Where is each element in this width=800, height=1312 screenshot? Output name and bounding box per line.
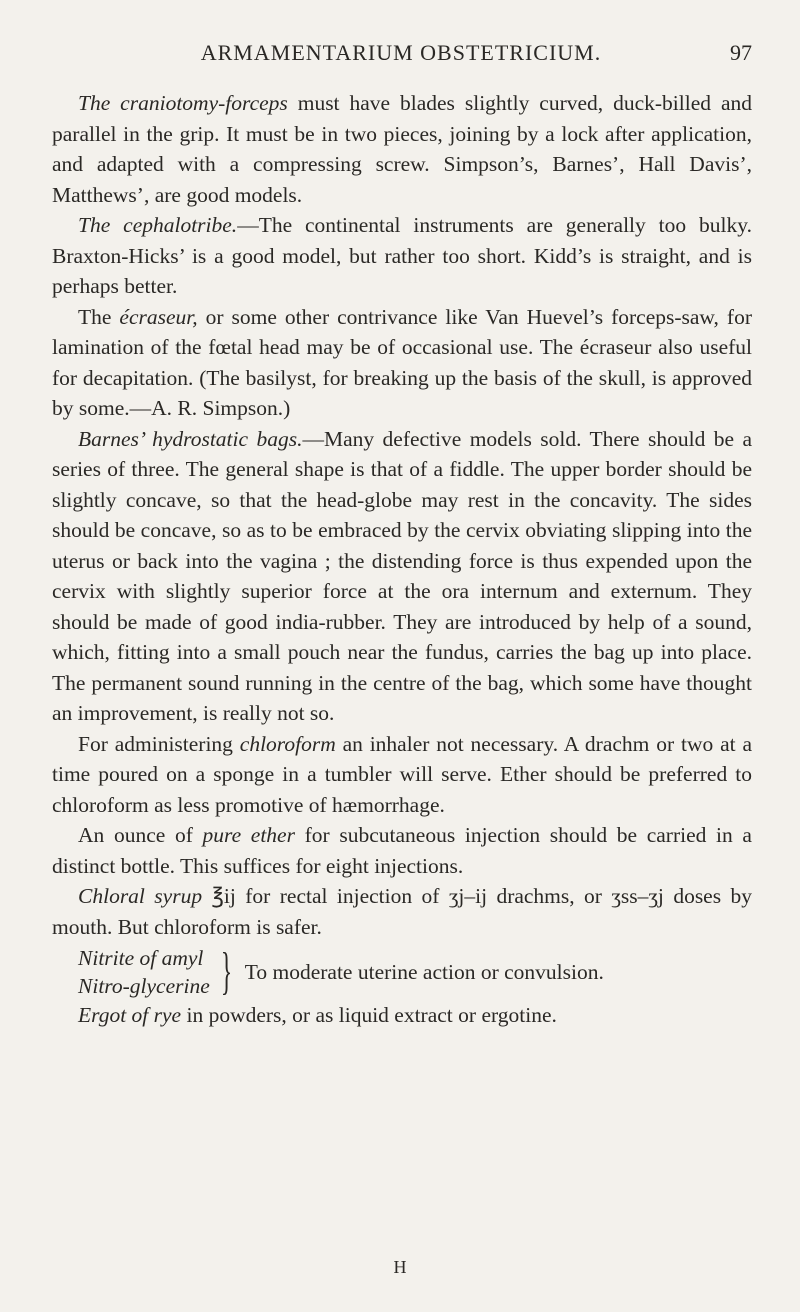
brace-icon: } <box>220 943 232 1000</box>
paragraph-text: ℥ij for rectal injection of ʒj–ij drachms, or ʒss–ʒj doses by mouth. But chloroform is safer. <box>52 884 752 939</box>
term: pure ether <box>202 823 295 847</box>
bracketed-remedies <box>52 944 752 1000</box>
remedy-nitrite-of-amyl: Nitrite of amyl <box>78 946 204 970</box>
paragraph-ergot <box>52 1000 752 1031</box>
paragraph-pure-ether <box>52 820 752 881</box>
paragraph-cephalotribe <box>52 210 752 302</box>
paragraph-craniotomy-forceps <box>52 88 752 210</box>
term: Barnes’ hydrostatic bags. <box>78 426 303 451</box>
bracket-names <box>52 944 210 1000</box>
signature-mark: H <box>393 1257 407 1277</box>
term: écraseur, <box>119 304 198 329</box>
paragraph-chloral-syrup <box>52 881 752 942</box>
paragraph-text: —Many defective models sold. There should be a series of three. The general shape is that of a fiddle. The upper border should be slightly concave, so that the head-globe may rest in the concavity. The sides should be concave, so as to be embraced by the cervix obviating slipping into the uterus or back into the vagina ; the distending force is thus expended upon the cervix with slightly superior force at the ora internum and externum. They should be made of good india-rubber. They are introduced by help of a sound, which, fitting into a small pouch near the fundus, carries the bag up into place. The permanent sound running in the centre of the bag, which some have thought an improvement, is really not so. <box>52 426 752 725</box>
paragraph-text: an inhaler not necessary. A drachm or two at a time poured on a sponge in a tumbler will serve. Ether should be preferred to chloroform as less promotive of hæmorrhage. <box>52 731 752 817</box>
page-body <box>52 88 752 1031</box>
page-header <box>50 40 752 80</box>
remedy-nitro-glycerine: Nitro-glycerine <box>78 974 210 998</box>
paragraph-text: for subcutaneous injection should be carried in a distinct bottle. This suffices for eight injections. <box>52 823 752 878</box>
paragraph-ecraseur <box>52 302 752 424</box>
term: chloroform <box>239 731 336 756</box>
term: Chloral syrup <box>78 884 203 908</box>
page-number: 97 <box>730 40 752 65</box>
paragraph-prefix: An ounce of <box>78 823 203 847</box>
paragraph-text: in powders, or as liquid extract or ergotine. <box>181 1003 557 1027</box>
paragraph-chloroform <box>52 729 752 821</box>
paragraph-prefix: The <box>78 304 120 329</box>
paragraph-text: must have blades slightly curved, duck-billed and parallel in the grip. It must be in two pieces, joining by a lock after application, and adapted with a compressing screw. Simpson’s, Barnes’, Hall Davis’, Matthews’, are good models. <box>52 91 752 207</box>
paragraph-prefix: For administering <box>78 731 240 756</box>
bracket-text: To moderate uterine action or convulsion. <box>244 960 604 984</box>
paragraph-hydrostatic-bags <box>52 424 752 729</box>
paragraph-text: or some other contrivance like Van Huevel’s forceps-saw, for lamination of the fœtal head may be of occasional use. The écraseur also useful for decapitation. (The basilyst, for breaking up the basis of the skull, is approved by some.—A. R. Simpson.) <box>52 304 752 420</box>
running-title: ARMAMENTARIUM OBSTETRICIUM. <box>200 40 602 65</box>
term: The craniotomy-forceps <box>78 91 288 115</box>
term: Ergot of rye <box>78 1003 182 1027</box>
paragraph-text: —The continental instruments are generally too bulky. Braxton-Hicks’ is a good model, but rather too short. Kidd’s is straight, and is perhaps better. <box>52 213 752 298</box>
term: The cephalotribe. <box>78 213 238 237</box>
